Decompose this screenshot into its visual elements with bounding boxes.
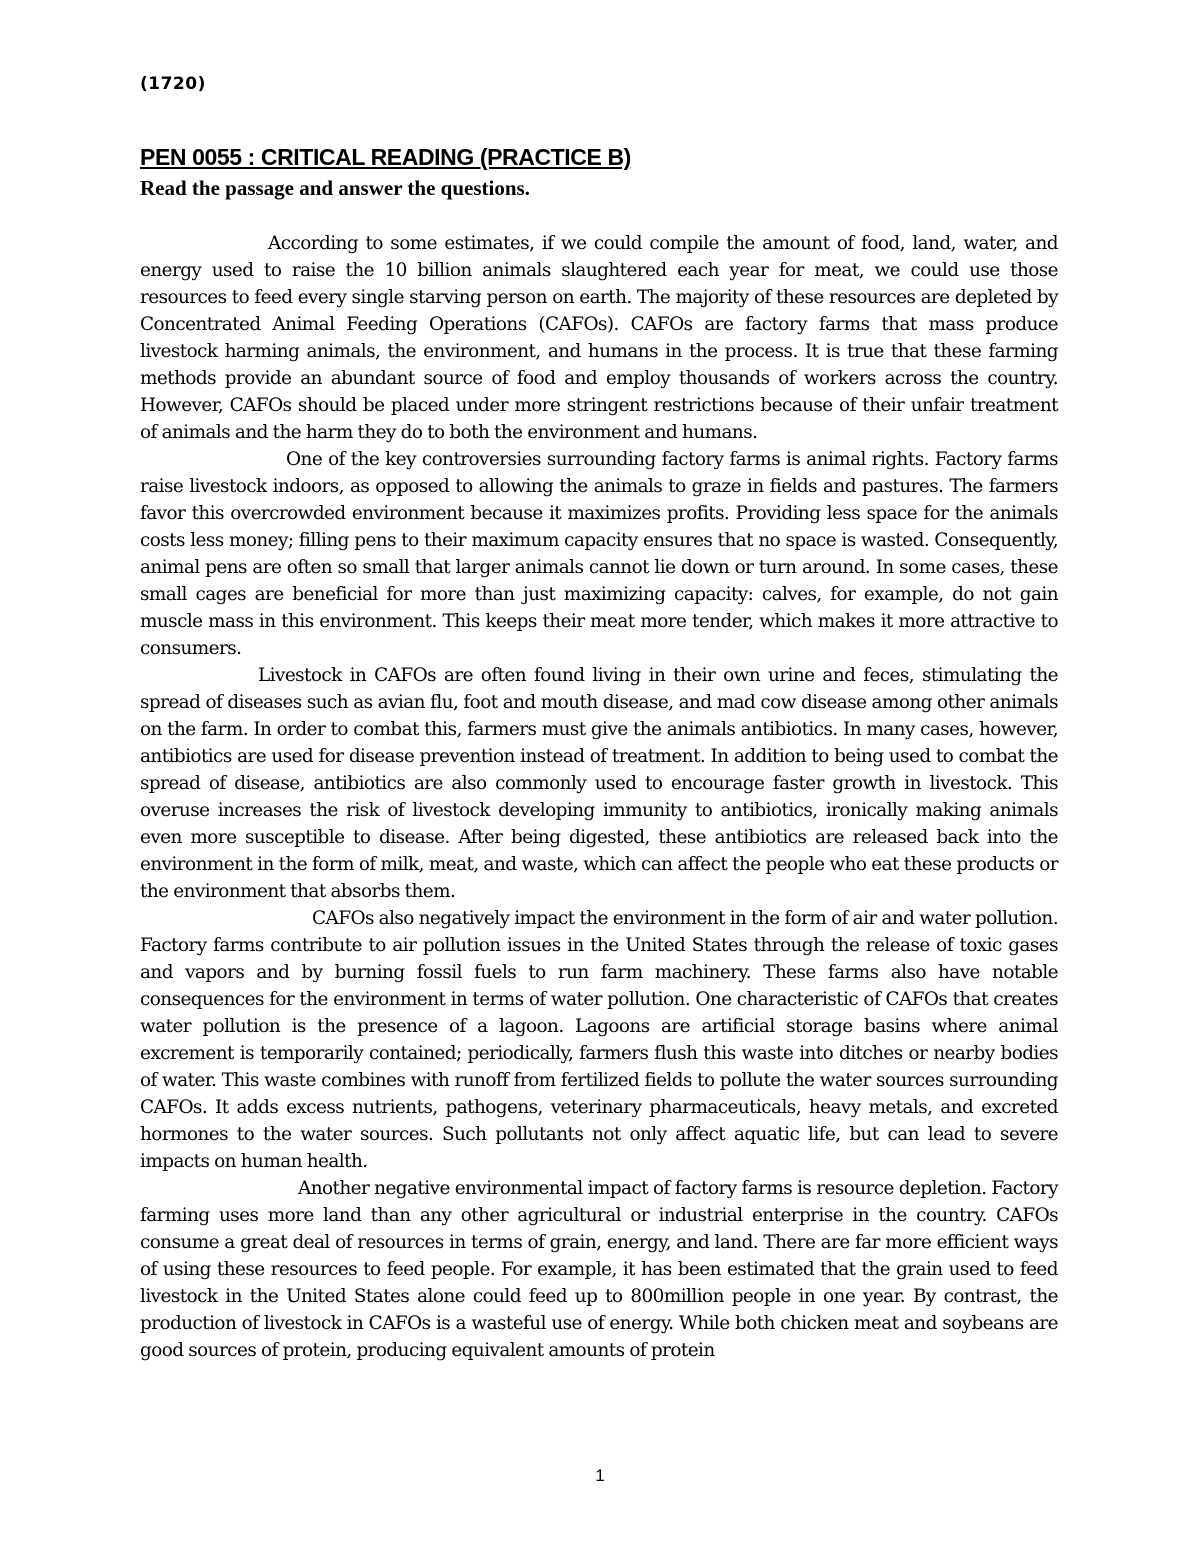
passage-paragraph-4: CAFOs also negatively impact the environment in the form of air and water pollution. Factory farms contribute to air pollution issues in the United States through the release of toxic gases and vapors and by burning fossil fuels to run farm machinery. These farms also have notable consequences for the environment in terms of water pollution. One characteristic of CAFOs that creates water pollution is the presence of a lagoon. Lagoons are artificial storage basins where animal excrement is temporarily contained; periodically, farmers flush this waste into ditches or nearby bodies of water. This waste combines with runoff from fertilized fields to pollute the water sources surrounding CAFOs. It adds excess nutrients, pathogens, veterinary pharmaceuticals, heavy metals, and excreted hormones to the water sources. Such pollutants not only affect aquatic life, but can lead to severe impacts on human health. [140,908,1059,1172]
document-code: (1720) [140,74,206,94]
passage-paragraph-3: Livestock in CAFOs are often found living in their own urine and feces, stimulating the spread of diseases such as avian flu, foot and mouth disease, and mad cow disease among other animals on the farm. In order to combat this, farmers must give the animals antibiotics. In many cases, however, antibiotics are used for disease prevention instead of treatment. In addition to being used to combat the spread of disease, antibiotics are also commonly used to encourage faster growth in livestock. This overuse increases the risk of livestock developing immunity to antibiotics, ironically making animals even more susceptible to disease. After being digested, these antibiotics are released back into the environment in the form of milk, meat, and waste, which can affect the people who eat these products or the environment that absorbs them. [140,665,1058,902]
document-title: PEN 0055 : CRITICAL READING (PRACTICE B) [140,144,631,170]
instruction-text: Read the passage and answer the questions. [140,176,530,200]
passage-paragraph-1: According to some estimates, if we could compile the amount of food, land, water, and energy used to raise the 10 billion animals slaughtered each year for meat, we could use those resources to feed every single starving person on earth. The majority of these resources are depleted by Concentrated Animal Feeding Operations (CAFOs). CAFOs are factory farms that mass produce livestock harming animals, the environment, and humans in the process. It is true that these farming methods provide an abundant source of food and employ thousands of workers across the country. However, CAFOs should be placed under more stringent restrictions because of their unfair treatment of animals and the harm they do to both the environment and humans. [140,233,1058,443]
reading-passage [140,230,1058,1364]
passage-paragraph-5: Another negative environmental impact of factory farms is resource depletion. Factory farming uses more land than any other agricultural or industrial enterprise in the country. CAFOs consume a great deal of resources in terms of grain, energy, and land. There are far more efficient ways of using these resources to feed people. For example, it has been estimated that the grain used to feed livestock in the United States alone could feed up to 800million people in one year. By contrast, the production of livestock in CAFOs is a wasteful use of energy. While both chicken meat and soybeans are good sources of protein, producing equivalent amounts of protein [140,1178,1058,1361]
page-number: 1 [595,1466,605,1485]
passage-paragraph-2: One of the key controversies surrounding factory farms is animal rights. Factory farms raise livestock indoors, as opposed to allowing the animals to graze in fields and pastures. The farmers favor this overcrowded environment because it maximizes profits. Providing less space for the animals costs less money; filling pens to their maximum capacity ensures that no space is wasted. Consequently, animal pens are often so small that larger animals cannot lie down or turn around. In some cases, these small cages are beneficial for more than just maximizing capacity: calves, for example, do not gain muscle mass in this environment. This keeps their meat more tender, which makes it more attractive to consumers. [140,449,1058,659]
